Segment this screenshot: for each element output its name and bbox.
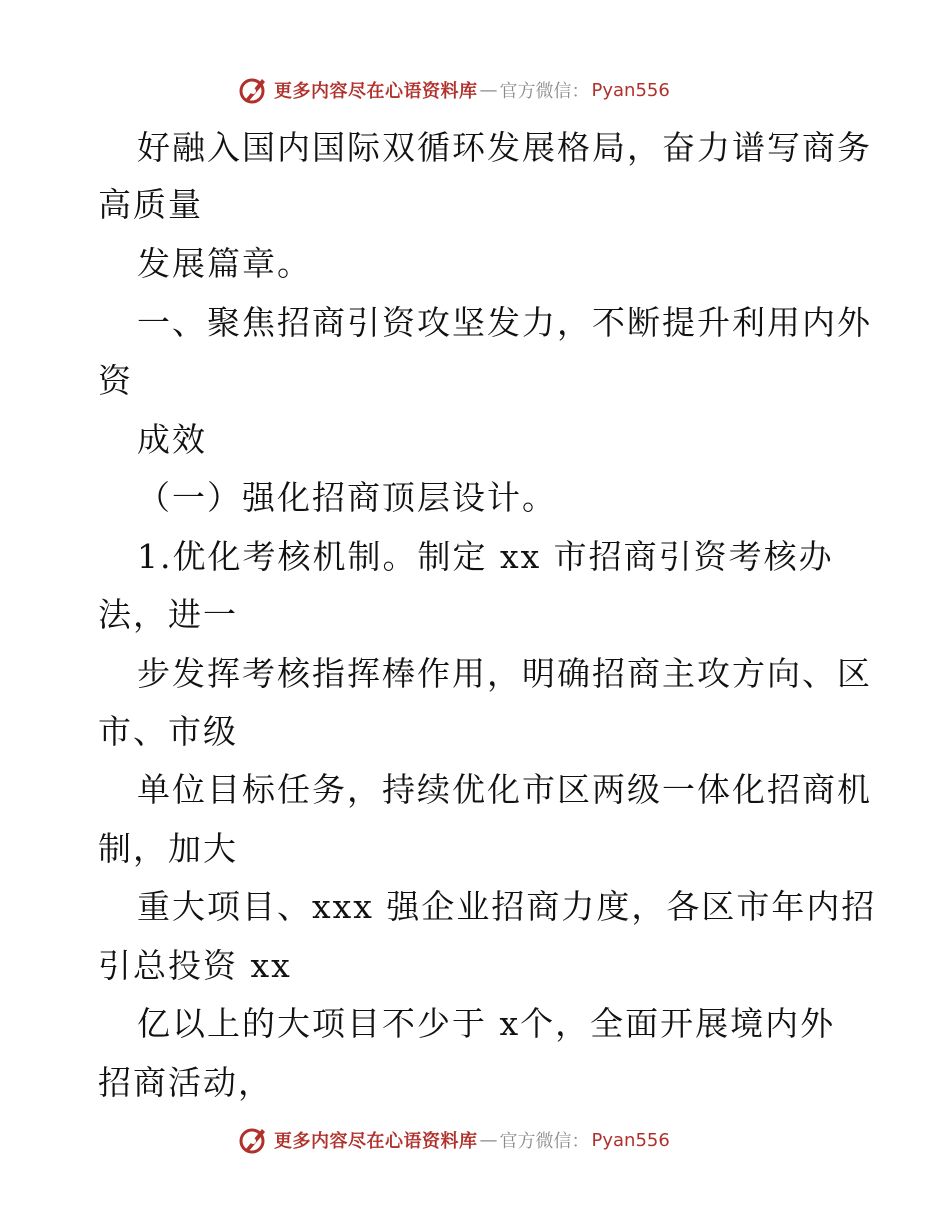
text-line: 高质量 [98, 185, 203, 224]
text-line: 引总投资 xx [98, 946, 292, 985]
text-line: 成效 [137, 420, 207, 459]
text-line: 制，加大 [98, 829, 238, 868]
watermark-account: Pyan556 [591, 79, 670, 101]
watermark-site: 更多内容尽在心语资料库 [274, 81, 478, 102]
text-line: 1.优化考核机制。制定 xx 市招商引资考核办 [137, 537, 834, 576]
text-line: 市、市级 [98, 712, 238, 751]
quill-logo-icon [236, 1123, 270, 1157]
subsection-heading: （一）强化招商顶层设计。 [137, 478, 557, 517]
watermark-site: 更多内容尽在心语资料库 [274, 1131, 478, 1152]
text-line: 招商活动， [98, 1063, 273, 1102]
text-line: 资 [98, 361, 133, 400]
text-line: 重大项目、xxx 强企业招商力度，各区市年内招 [137, 887, 877, 926]
section-heading: 一、聚焦招商引资攻坚发力，不断提升利用内外 [137, 303, 872, 342]
watermark-separator: — [479, 79, 498, 101]
text-line: 步发挥考核指挥棒作用，明确招商主攻方向、区 [137, 654, 872, 693]
watermark-separator: — [479, 1129, 498, 1151]
watermark-official: 官方微信： [499, 1131, 590, 1152]
footer-watermark [236, 1122, 670, 1158]
text-line: 法，进一 [98, 595, 238, 634]
text-line: 好融入国内国际双循环发展格局，奋力谱写商务 [137, 128, 872, 167]
text-line: 发展篇章。 [137, 244, 312, 283]
watermark-official: 官方微信： [499, 81, 590, 102]
text-line: 单位目标任务，持续优化市区两级一体化招商机 [137, 770, 872, 809]
watermark-account: Pyan556 [591, 1129, 670, 1151]
text-line: 亿以上的大项目不少于 x个，全面开展境内外 [137, 1004, 836, 1043]
